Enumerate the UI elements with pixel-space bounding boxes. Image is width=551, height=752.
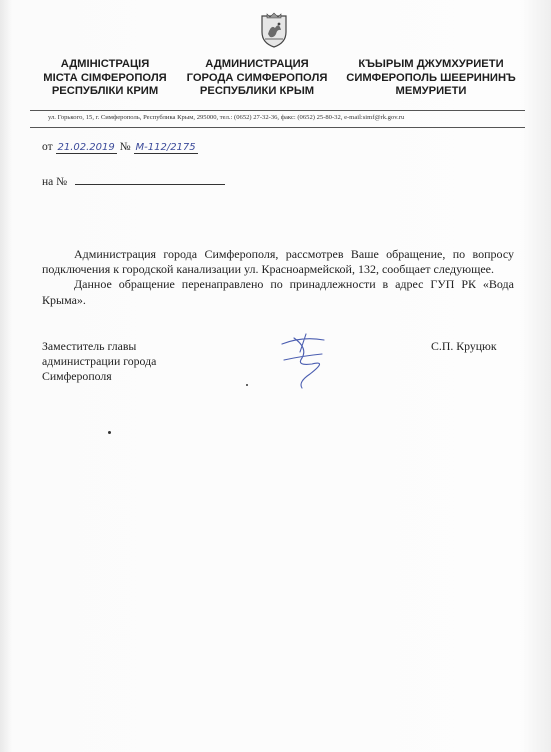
header-crimean-tatar-line: КЪЫРЫМ ДЖУМХУРИЕТИ <box>358 58 504 70</box>
body-paragraph: Данное обращение перенаправлено по принадлежности в адрес ГУП РК «Вода Крыма». <box>42 277 514 307</box>
header-ukrainian <box>30 58 180 99</box>
scan-speck <box>246 384 248 386</box>
header-crimean-tatar <box>336 58 526 99</box>
header-russian-line: ГОРОДА СИМФЕРОПОЛЯ <box>186 71 328 84</box>
handwritten-signature <box>272 330 342 392</box>
header-ukrainian-line: РЕСПУБЛІКИ КРИМ <box>51 85 159 97</box>
number-value: М-112/2175 <box>135 142 196 153</box>
header-address: ул. Горького, 15, г. Симферополь, Республика Крым, 295000, тел.: (0652) 27-32-36, факс: (0652) 25-80-32, e-mail:simf@rk.gov.ru <box>48 114 405 121</box>
reply-prefix: на № <box>42 176 68 188</box>
header-ukrainian-line: МІСТА СІМФЕРОПОЛЯ <box>43 71 167 84</box>
reply-to-line <box>42 174 225 188</box>
header-divider-top <box>30 110 525 111</box>
body-paragraph: Администрация города Симферополя, рассмотрев Ваше обращение, по вопросу подключения к городской канализации ул. Красноармейской, 132, сообщает следующее. <box>42 247 514 277</box>
signatory-position <box>42 339 156 385</box>
date-value: 21.02.2019 <box>57 142 115 153</box>
header-crimean-tatar-line: МЕМУРИЕТИ <box>395 85 467 97</box>
header-crimean-tatar-line: СИМФЕРОПОЛЬ ШЕЕРИНИНЪ <box>346 71 516 84</box>
date-prefix: от <box>42 141 53 153</box>
header-russian <box>182 58 332 99</box>
number-prefix: № <box>119 141 131 153</box>
scan-speck <box>108 431 111 434</box>
header-ukrainian-line: АДМІНІСТРАЦІЯ <box>60 58 150 70</box>
signatory-position-line: Заместитель главы <box>42 339 137 353</box>
letter-body <box>42 247 514 308</box>
header-russian-line: РЕСПУБЛИКИ КРЫМ <box>199 85 315 97</box>
signatory-name: С.П. Круцюк <box>431 339 497 353</box>
signatory-position-line: Симферополя <box>42 369 112 384</box>
reply-blank <box>75 174 225 185</box>
date-number-line <box>42 141 198 154</box>
header-divider-bottom <box>30 127 525 128</box>
coat-of-arms-icon <box>259 12 289 48</box>
signatory-position-line: администрации города <box>42 354 157 369</box>
header-russian-line: АДМИНИСТРАЦИЯ <box>205 58 309 70</box>
